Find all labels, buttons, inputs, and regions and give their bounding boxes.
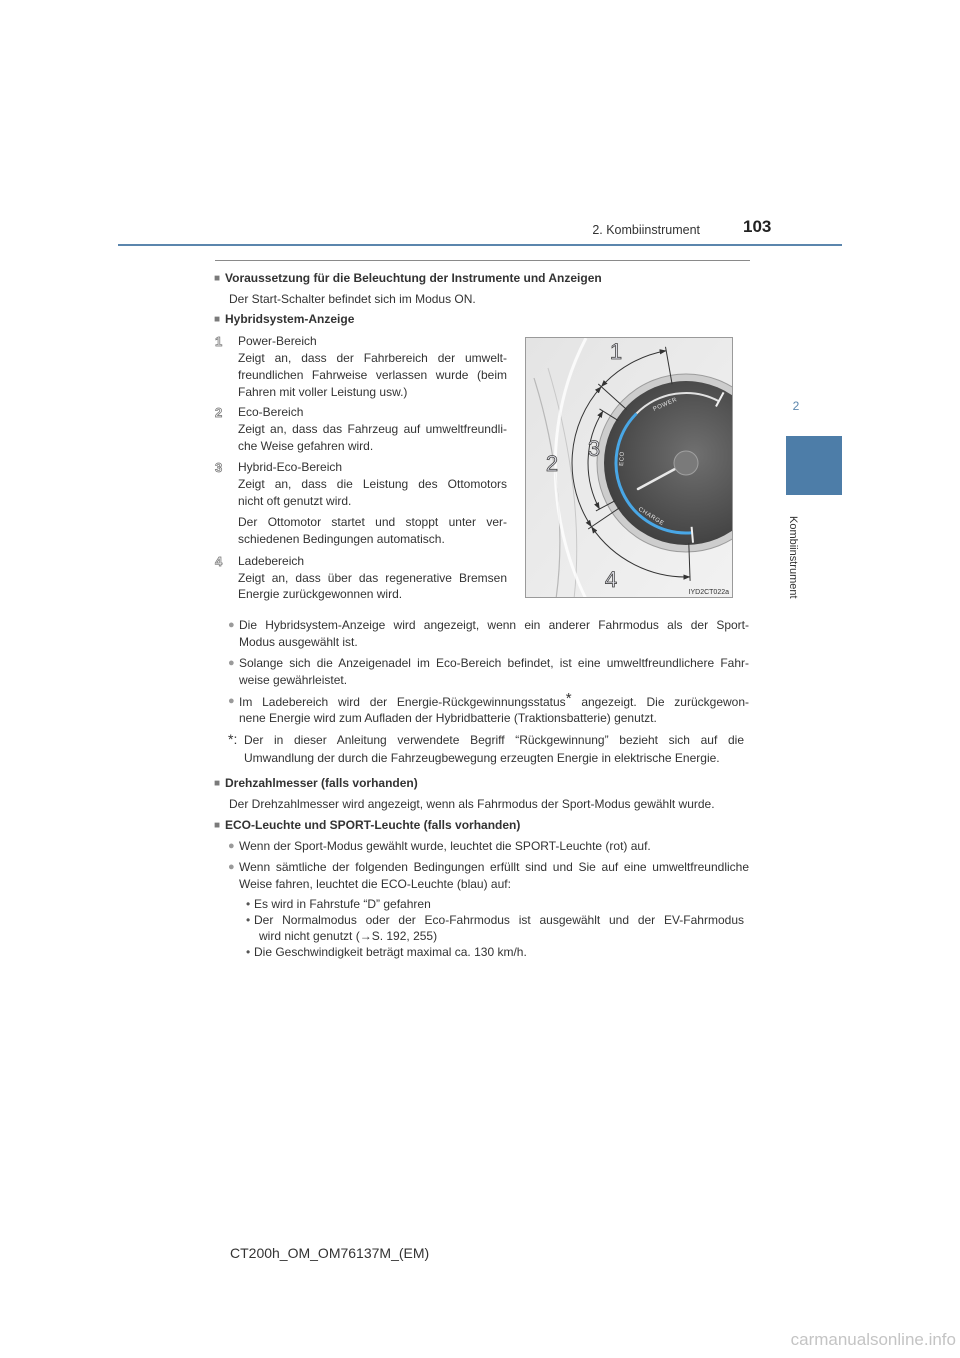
callout-3: 3: [587, 436, 601, 461]
gauge-hub: [674, 451, 698, 475]
item-number-4: 4: [215, 554, 223, 569]
bullet-line: Solange sich die Anzeigenadel im Eco-Bereich befindet, ist eine umweltfreundlichere Fahr-: [239, 656, 749, 670]
condition-line: Es wird in Fahrstufe “D” gefahren: [254, 897, 431, 911]
footnote-marker: *:: [228, 731, 238, 747]
item-line: nicht oft genutzt wird.: [238, 494, 352, 508]
item-title: Eco-Bereich: [238, 405, 304, 419]
bullet-marker: ●: [228, 840, 235, 852]
condition-line: Der Normalmodus oder der Eco-Fahrmodus ist ausgewählt und der EV-Fahrmodus: [254, 913, 744, 927]
bullet-line: Wenn sämtliche der folgenden Bedingungen erfüllt sind und Sie auf eine umweltfreundliche: [239, 860, 749, 874]
heading-marker: ■: [214, 820, 221, 831]
callout-1: 1: [609, 339, 623, 364]
item-line: Fahren mit voller Leistung usw.): [238, 385, 408, 399]
item-line: Zeigt an, dass das Fahrzeug auf umweltfreundli-: [238, 422, 507, 436]
section-heading: Hybridsystem-Anzeige: [225, 312, 355, 326]
manual-code-footer: CT200h_OM_OM76137M_(EM): [230, 1245, 430, 1261]
item-line: Zeigt an, dass der Fahrbereich der umwelt-: [238, 351, 507, 365]
bullet-line: Die Hybridsystem-Anzeige wird angezeigt, wenn ein anderer Fahrmodus als der Sport-: [239, 618, 749, 632]
item-line: che Weise gefahren wird.: [238, 439, 374, 453]
chapter-label: Kombiinstrument: [787, 516, 799, 599]
item-title: Ladebereich: [238, 554, 305, 568]
section-heading: ECO-Leuchte und SPORT-Leuchte (falls vorhanden): [225, 818, 521, 832]
section-heading: Drehzahlmesser (falls vorhanden): [225, 776, 418, 790]
figure-hybrid-indicator: [525, 337, 733, 598]
chapter-tab: [786, 436, 842, 495]
item-line: Der Ottomotor startet und stoppt unter ver-: [238, 515, 507, 529]
section-text: Der Drehzahlmesser wird angezeigt, wenn als Fahrmodus der Sport-Modus gewählt wurde.: [229, 797, 715, 811]
sub-bullet-marker: •: [246, 897, 251, 911]
bullet-text-post: angezeigt. Die zurückgewon-: [571, 695, 749, 709]
bullet-line: [239, 693, 749, 710]
sub-bullet-marker: •: [246, 945, 251, 959]
item-line: schiedenen Bedingungen automatisch.: [238, 532, 445, 546]
running-header-section: 2. Kombiinstrument: [592, 223, 700, 237]
page-number: 103: [743, 217, 772, 236]
watermark: carmanualsonline.info: [790, 1330, 956, 1349]
bullet-line: nene Energie wird zum Aufladen der Hybridbatterie (Traktionsbatterie) genutzt.: [239, 711, 657, 725]
bullet-marker: ●: [228, 619, 235, 631]
section-heading: Voraussetzung für die Beleuchtung der Instrumente und Anzeigen: [225, 271, 602, 285]
bullet-text-pre: Im Ladebereich wird der Energie-Rückgewinnungsstatus: [239, 695, 566, 709]
item-line: Energie zurückgewonnen wird.: [238, 587, 403, 601]
bullet-marker: ●: [228, 695, 235, 707]
figure-code: IYD2CT022a: [688, 589, 729, 596]
content-top-rule: [215, 260, 750, 261]
item-line: freundlichen Fahrweise verlassen wurde (beim: [238, 368, 507, 382]
item-number-3: 3: [215, 460, 223, 475]
item-line: Zeigt an, dass die Leistung des Ottomotors: [238, 477, 507, 491]
gauge-label-power: POWER: [652, 396, 679, 413]
gauge-tick: [692, 527, 693, 543]
item-title: Power-Bereich: [238, 334, 317, 348]
section-text: Der Start-Schalter befindet sich im Modus ON.: [229, 292, 476, 306]
item-number-1: 1: [215, 334, 223, 349]
bullet-marker: ●: [228, 861, 235, 873]
condition-line: wird nicht genutzt (→S. 192, 255): [259, 929, 438, 943]
bullet-line: Wenn der Sport-Modus gewählt wurde, leuchtet die SPORT-Leuchte (rot) auf.: [239, 839, 651, 853]
gauge-label-charge: CHARGE: [636, 506, 665, 528]
chapter-number: 2: [792, 399, 800, 413]
footnote-line: Der in dieser Anleitung verwendete Begriff “Rückgewinnung” bezieht sich auf die: [244, 733, 744, 747]
bullet-line: Weise fahren, leuchtet die ECO-Leuchte (blau) auf:: [239, 877, 511, 891]
heading-marker: ■: [214, 778, 221, 789]
bullet-line: Modus ausgewählt ist.: [239, 635, 358, 649]
callout-2: 2: [545, 451, 559, 476]
heading-marker: ■: [214, 314, 221, 325]
bullet-marker: ●: [228, 657, 235, 669]
footnote-asterisk: *: [565, 693, 572, 707]
hybrid-indicator-illustration: [526, 338, 733, 598]
item-number-2: 2: [215, 405, 223, 420]
item-title: Hybrid-Eco-Bereich: [238, 460, 343, 474]
callout-4: 4: [604, 567, 618, 592]
sub-bullet-marker: •: [246, 913, 251, 927]
bullet-line: weise gewährleistet.: [239, 673, 348, 687]
heading-marker: ■: [214, 273, 221, 284]
header-rule: [118, 244, 842, 246]
footnote-line: Umwandlung der durch die Fahrzeugbewegung erzeugten Energie in elektrische Energie.: [244, 751, 720, 765]
gauge-label-eco: ECO: [619, 450, 627, 467]
condition-line: Die Geschwindigkeit beträgt maximal ca. 130 km/h.: [254, 945, 527, 959]
item-line: Zeigt an, dass über das regenerative Bremsen: [238, 571, 507, 585]
